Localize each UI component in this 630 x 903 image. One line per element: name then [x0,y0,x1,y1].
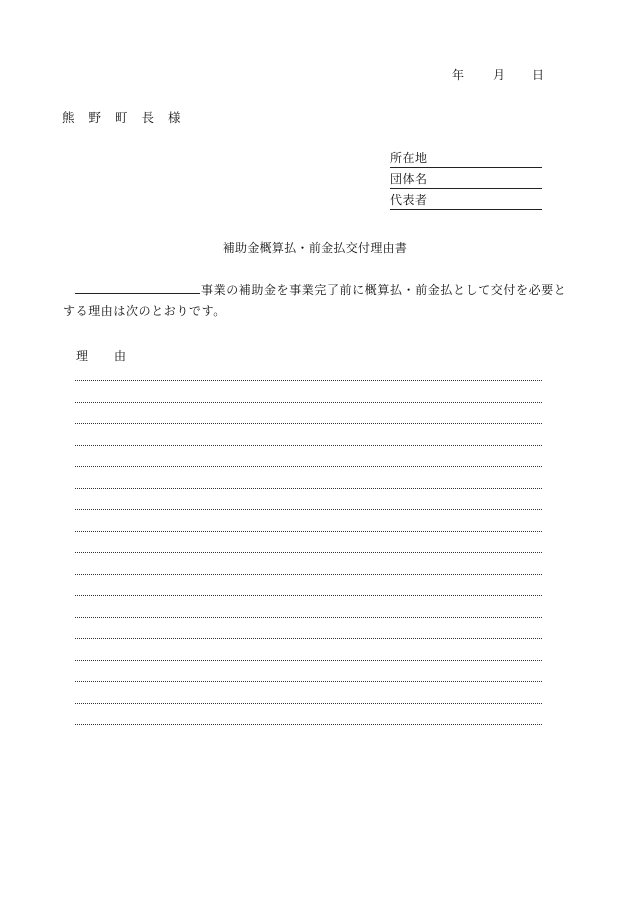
reason-dotted-line [75,509,542,510]
addressee: 熊野町長様 [62,110,195,125]
organization-label: 団体名 [390,172,428,186]
date-line [452,66,552,82]
project-name-blank [75,281,200,294]
representative-label: 代表者 [390,193,428,207]
address-label: 所在地 [390,151,428,165]
reason-label-char-1: 理 [76,349,89,363]
reason-dotted-line [75,488,542,489]
organization-field [390,172,542,189]
reason-dotted-line [75,445,542,446]
reason-dotted-line [75,402,542,403]
date-year-label: 年 [452,68,465,82]
reason-label [76,347,126,364]
reason-dotted-line [75,724,542,725]
reason-label-char-2: 由 [114,349,127,363]
reason-dotted-line [75,466,542,467]
date-day-label: 日 [532,68,545,82]
representative-field [390,193,542,210]
reason-dotted-line [75,703,542,704]
document-title: 補助金概算払・前金払交付理由書 [222,241,408,255]
reason-dotted-line [75,595,542,596]
reason-dotted-line [75,660,542,661]
reason-dotted-line [75,380,542,381]
statement-line-1: 事業の補助金を事業完了前に概算払・前金払として交付を必要と [201,283,567,297]
reason-dotted-line [75,423,542,424]
reason-dotted-line [75,681,542,682]
date-month-label: 月 [493,68,506,82]
reason-dotted-line [75,617,542,618]
reason-dotted-line [75,531,542,532]
address-field [390,151,542,168]
reason-dotted-line [75,574,542,575]
statement-line-2: する理由は次のとおりです。 [63,304,226,318]
reason-dotted-line [75,552,542,553]
reason-dotted-line [75,638,542,639]
